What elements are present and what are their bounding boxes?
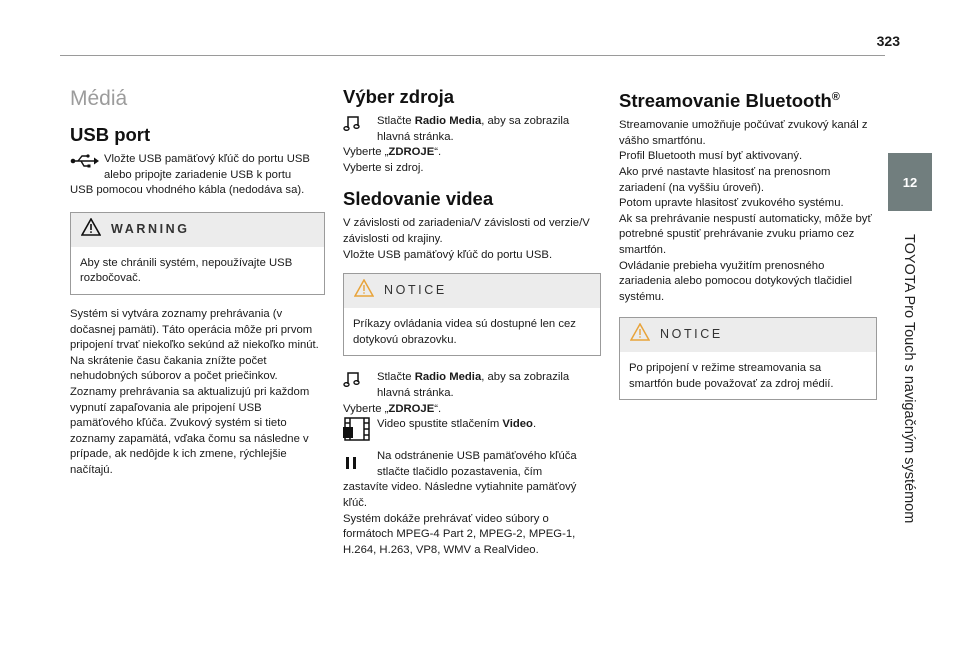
press-text: Stlačte Radio Media, aby sa zobrazila hlavná stránka. [377,371,570,399]
usb-text-continued: USB pomocou vhodného kábla (nedodáva sa). [70,184,305,197]
page-number: 323 [876,33,900,49]
select-source-text: Vyberte si zdroj. [343,161,424,174]
notice-text: Príkazy ovládania videa sú dostupné len cez dotykovú obrazovku. [353,318,576,346]
registered-mark: ® [831,91,840,103]
source-text: Stlačte Radio Media, aby sa zobrazila hlavná stránka. [377,115,570,143]
select-sources: Vyberte „ZDROJE“. [343,146,442,159]
pause-instruction [343,449,601,480]
warning-box [70,212,325,295]
source-heading: Výber zdroja [343,86,455,107]
column-source-video [343,80,601,558]
body-paragraph: Na skrátenie času čakania znížte počet nehudobných súborov a počet priečinkov. [70,354,278,383]
usb-instruction [70,152,325,183]
video-heading: Sledovanie videa [343,188,494,210]
notice-text: Po pripojení v režime streamovania sa smartfón bude považovať za zdroj médií. [629,362,834,390]
notice-label: NOTICE [660,327,723,342]
music-note-icon [343,370,377,388]
body-paragraph: Zoznamy prehrávania sa aktualizujú pri každom vypnutí zapaľovania ale pripojení USB pamäťového kľúča. Zvukový systém si tieto zoznamy zapamätá, vďaka čomu sa následne v prípade, ak nedôjde k ich zmene, rýchlejšie načítajú. [70,385,310,476]
bluetooth-body [619,118,877,305]
body-paragraph: Ovládanie prebieha využitím prenosného zariadenia alebo pomocou dotykových tlačidiel systému. [619,259,852,303]
notice-label: NOTICE [384,283,447,298]
formats-text: Systém dokáže prehrávať video súbory o formátoch MPEG-4 Part 2, MPEG-2, MPEG-1, H.264, H.263, VP8, WMV a RealVideo. [343,512,576,556]
chapter-title-vertical [886,214,932,544]
warning-label: WARNING [111,221,190,236]
chapter-title: TOYOTA Pro Touch s navigačným systémom [901,234,917,524]
notice-box [343,273,601,356]
warning-triangle-icon [81,218,101,242]
select-sources-2: Vyberte „ZDROJE“. [343,402,442,415]
column-media [70,80,325,479]
video-start-instruction [343,417,601,441]
video-text-2: Vložte USB pamäťový kľúč do portu USB. [343,248,553,261]
notice-header [344,274,600,308]
header-divider [60,55,885,56]
bluetooth-heading: Streamovanie Bluetooth® [619,90,840,112]
chapter-number: 12 [902,174,918,190]
usb-text: Vložte USB pamäťový kľúč do portu USB alebo pripojte zariadenie USB k portu [104,153,310,181]
notice-triangle-icon [354,279,374,303]
press-instruction [343,370,601,401]
body-paragraph: Streamovanie umožňuje počúvať zvukový kanál z vášho smartfónu. [619,119,868,147]
pause-text: Na odstránenie USB pamäťového kľúča stlačte tlačidlo pozastavenia, čím [377,450,577,478]
warning-header [71,213,324,247]
pause-icon [343,449,377,477]
body-paragraph: Ako prvé nastavte hlasitosť na prenosnom zariadení (na vyššiu úroveň). [619,165,831,194]
pause-text-continued: zastavíte video. Následne vytiahnite pamäťový kľúč. [343,481,577,509]
music-note-icon [343,114,377,132]
column-bluetooth [619,80,877,412]
body-paragraph: Potom upravte hlasitosť zvukového systému. [619,197,844,210]
usb-heading: USB port [70,124,151,145]
video-text: V závislosti od zariadenia/V závislosti od verzie/V závislosti od krajiny. [343,217,590,245]
body-paragraph: Ak sa prehrávanie nespustí automaticky, môže byť potrebné spustiť prehrávanie zvuku priamo cez smartfón. [619,212,872,256]
video-start-text: Video spustite stlačením Video. [377,418,537,431]
usb-icon [70,152,104,170]
section-title: Médiá [70,87,128,110]
body-paragraph: Systém si vytvára zoznamy prehrávania (v dočasnej pamäti). Táto operácia môže pri prvom pripojení trvať niekoľko sekúnd až niekoľko minút. [70,307,319,352]
notice-triangle-icon [630,323,650,347]
source-instruction [343,114,601,145]
film-strip-icon [343,417,377,441]
notice-header [620,318,876,352]
warning-text: Aby ste chránili systém, nepoužívajte USB rozbočovač. [80,256,293,285]
chapter-tab[interactable] [888,153,932,211]
body-paragraph: Profil Bluetooth musí byť aktivovaný. [619,150,803,163]
notice-box [619,317,877,400]
